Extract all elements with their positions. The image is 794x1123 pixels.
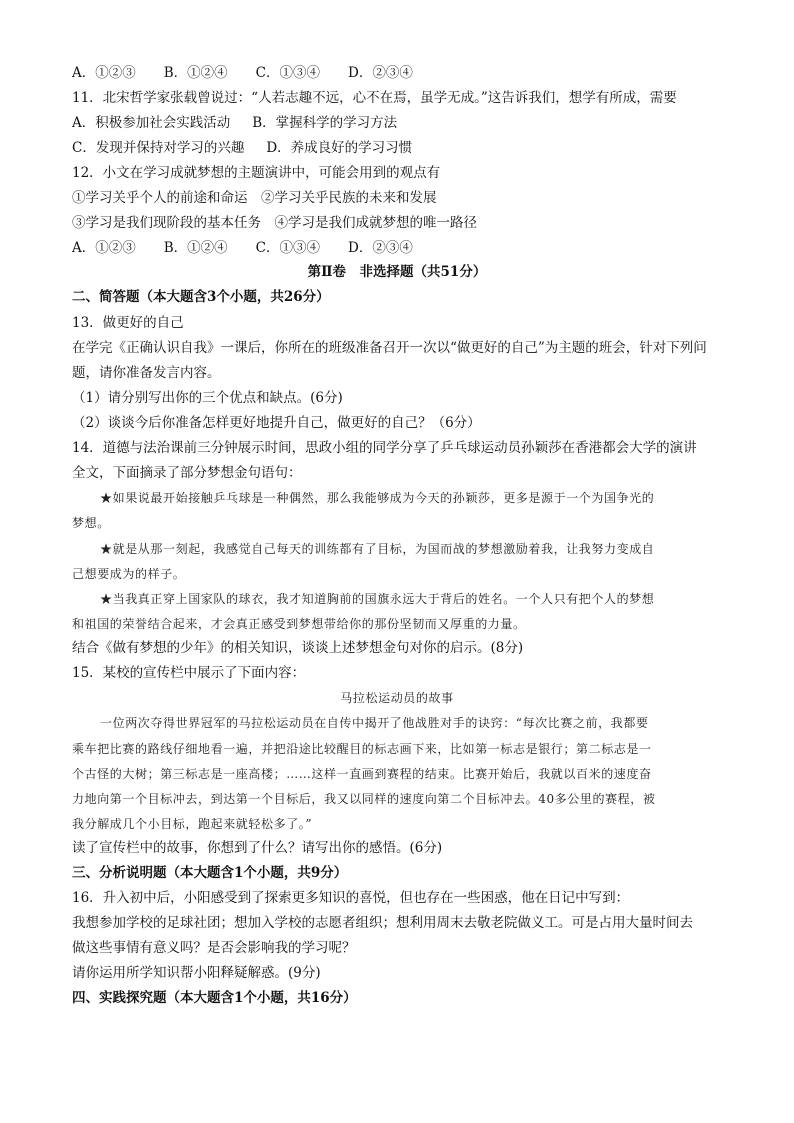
q14-quote-3a: ★当我真正穿上国家队的球衣，我才知道胸前的国旗永远大于背后的姓名。一个人只有把个人的梦想 <box>100 592 655 606</box>
q12-option-a: A．①②③ <box>72 240 136 256</box>
q10-options <box>72 64 441 82</box>
q14-quote-3b: 和祖国的荣誉结合起来，才会真正感受到梦想带给你的那份坚韧而又厚重的力量。 <box>72 617 526 631</box>
q15-question: 读了宣传栏中的故事，你想到了什么？请写出你的感悟。(6分) <box>72 840 443 856</box>
q13-title: 13．做更好的自己 <box>72 315 184 331</box>
q11-option-c: C．发现并保持对学习的兴趣 <box>72 140 245 156</box>
q14-quote-2a: ★就是从那一刻起，我感觉自己每天的训练都有了目标，为国而战的梦想激励着我，让我努力变成自 <box>100 542 655 556</box>
q14-quote-1a: ★如果说最开始接触乒乓球是一种偶然，那么我能够成为今天的孙颖莎，更多是源于一个为国争光的 <box>100 491 655 505</box>
q11-option-a: A．积极参加社会实践活动 <box>72 115 231 131</box>
q13-para-1: 在学完《正确认识自我》一课后，你所在的班级准备召开一次以“做更好的自己”为主题的班会，针对下列问 <box>72 340 707 356</box>
q13-sub-1: （1）请分别写出你的三个优点和缺点。(6分) <box>72 390 343 406</box>
q15-story-line-4: 力地向第一个目标冲去，到达第一个目标后，我又以同样的速度向第二个目标冲去。40多公里的赛程，被 <box>72 792 656 806</box>
q11-option-d: D．养成良好的学习习惯 <box>266 140 413 156</box>
section3-title: 三、分析说明题（本大题含1个小题，共9分） <box>72 865 348 881</box>
q12-options <box>72 239 441 257</box>
q15-stem: 15．某校的宣传栏中展示了下面内容： <box>72 665 306 681</box>
q10-option-c: C．①③④ <box>255 65 321 81</box>
part2-title: 第Ⅱ卷 非选择题（共51分） <box>307 264 487 280</box>
q14-stem-1: 14．道德与法治课前三分钟展示时间，思政小组的同学分享了乒乓球运动员孙颖莎在香港都会大学的演讲 <box>72 440 697 456</box>
q15-story-line-3: 个古怪的大树；第三标志是一座高楼；……这样一直画到赛程的结束。比赛开始后，我就以百米的速度奋 <box>72 767 652 781</box>
q14-question: 结合《做有梦想的少年》的相关知识，谈谈上述梦想金句对你的启示。(8分) <box>72 640 524 656</box>
q13-para-2: 题，请你准备发言内容。 <box>72 365 221 381</box>
q12-option-d: D．②③④ <box>348 240 413 256</box>
q14-quote-2b: 己想要成为的样子。 <box>72 567 186 581</box>
q14-stem-2: 全文，下面摘录了部分梦想金句语句： <box>72 465 302 481</box>
q13-sub-2: （2）谈谈今后你准备怎样更好地提升自己，做更好的自己？（6分） <box>72 415 481 431</box>
q10-option-b: B．①②④ <box>163 65 228 81</box>
q15-story-line-1: 一位两次夺得世界冠军的马拉松运动员在自传中揭开了他战胜对手的诀窍：“每次比赛之前，我都要 <box>100 716 649 730</box>
q11-options-cd <box>72 139 412 157</box>
q16-diary-2: 做这些事情有意义吗？是否会影响我的学习呢？ <box>72 940 356 956</box>
q12-option-b: B．①②④ <box>163 240 228 256</box>
q11-options-ab <box>72 114 397 132</box>
section2-title: 二、简答题（本大题含3个小题，共26分） <box>72 289 330 305</box>
q12-option-c: C．①③④ <box>255 240 321 256</box>
q15-story-title: 马拉松运动员的故事 <box>340 691 454 705</box>
q12-stem: 12．小文在学习成就梦想的主题演讲中，可能会用到的观点有 <box>72 165 441 181</box>
q15-story-line-5: 我分解成几个小目标，跑起来就轻松多了。” <box>72 817 313 831</box>
q16-diary-1: 我想参加学校的足球社团；想加入学校的志愿者组织；想利用周末去敬老院做义工。可是占用大量时间去 <box>72 915 693 931</box>
section4-title: 四、实践探究题（本大题含1个小题，共16分） <box>72 990 357 1006</box>
q16-question: 请你运用所学知识帮小阳释疑解惑。(9分) <box>72 965 321 981</box>
q12-items-1: ①学习关乎个人的前途和命运 ②学习关乎民族的未来和发展 <box>72 190 437 206</box>
q10-option-d: D．②③④ <box>348 65 413 81</box>
q10-option-a: A．①②③ <box>72 65 136 81</box>
q16-stem: 16．升入初中后，小阳感受到了探索更多知识的喜悦，但也存在一些困惑，他在日记中写到： <box>72 890 630 906</box>
q14-quote-1b: 梦想。 <box>72 516 110 530</box>
q11-option-b: B．掌握科学的学习方法 <box>252 115 398 131</box>
q15-story-line-2: 乘车把比赛的路线仔细地看一遍，并把沿途比较醒目的标志画下来，比如第一标志是银行；第二标志是一 <box>72 742 652 756</box>
q12-items-2: ③学习是我们现阶段的基本任务 ④学习是我们成就梦想的唯一路径 <box>72 215 477 231</box>
q11-stem: 11．北宋哲学家张载曾说过：“人若志趣不远，心不在焉，虽学无成。”这告诉我们，想学有所成，需要 <box>72 90 677 106</box>
